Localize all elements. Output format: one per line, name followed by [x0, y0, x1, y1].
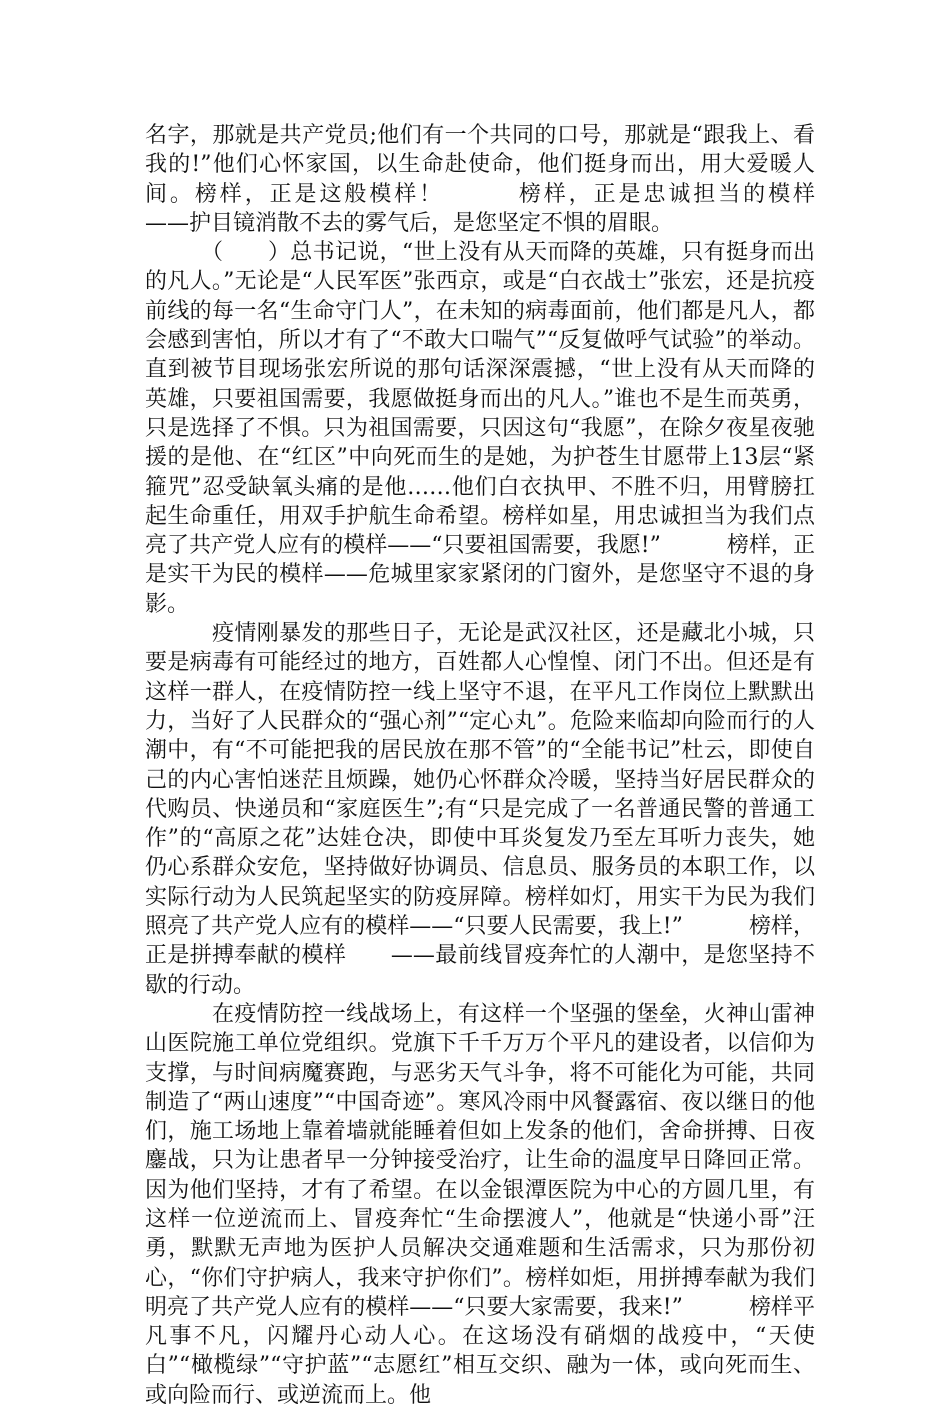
paragraph-3: 疫情刚暴发的那些日子，无论是武汉社区，还是藏北小城，只要是病毒有可能经过的地方，百姓都人心惶惶、闭门不出。但还是有这样一群人，在疫情防控一线上坚守不退，在平凡工作岗位上默默出力，当好了人民群众的“强心剂”“定心丸”。危险来临却向险而行的人潮中，有“不可能把我的居民放在那不管”的“全能书记”杜云，即使自己的内心害怕迷茫且烦躁，她仍心怀群众冷暖，坚持当好居民群众的代购员、快递员和“家庭医生”;有“只是完成了一名普通民警的普通工作”的“高原之花”达娃仓决，即使中耳炎复发乃至左耳听力丧失，她仍心系群众安危，坚持做好协调员、信息员、服务员的本职工作，以实际行动为人民筑起坚实的防疫屏障。榜样如灯，用实干为民为我们照亮了共产党人应有的模样——“只要人民需要，我上!” 榜样，正是拼搏奉献的模样 ——最前线冒疫奔忙的人潮中，是您坚持不歇的行动。 [145, 621, 815, 998]
paragraph-4: 在疫情防控一线战场上，有这样一个坚强的堡垒，火神山雷神山医院施工单位党组织。党旗下千千万万个平凡的建设者，以信仰为支撑，与时间病魔赛跑，与恶劣天气斗争，将不可能化为可能，共同制造了“两山速度”“中国奇迹”。寒风冷雨中风餐露宿、夜以继日的他们，施工场地上靠着墙就能睡着但如上发条的他们，舍命拼搏、日夜鏖战，只为让患者早一分钟接受治疗，让生命的温度早日降回正常。因为他们坚持，才有了希望。在以金银潭医院为中心的方圆几里，有这样一位逆流而上、冒疫奔忙“生命摆渡人”，他就是“快递小哥”汪勇，默默无声地为医护人员解决交通难题和生活需求，只为那份初心，“你们守护病人，我来守护你们”。榜样如炬，用拼搏奉献为我们明亮了共产党人应有的模样——“只要大家需要，我来!” 榜样平凡事不凡，闪耀丹心动人心。在这场没有硝烟的战疫中，“天使白”“橄榄绿”“守护蓝”“志愿红”相互交织、融为一体，或向死而生、或向险而行、或逆流而上。他 [145, 1001, 815, 1408]
paragraph-1: 名字，那就是共产党员;他们有一个共同的口号，那就是“跟我上、看我的!”他们心怀家国，以生命赴使命，他们挺身而出，用大爱暖人间。榜样，正是这般模样！ 榜样，正是忠诚担当的模样 ——护目镜消散不去的雾气后，是您坚定不惧的眉眼。 [145, 123, 860, 236]
document-body [145, 121, 860, 1410]
paragraph-2: （ ）总书记说，“世上没有从天而降的英雄，只有挺身而出的凡人。”无论是“人民军医”张西京，或是“白衣战士”张宏，还是抗疫前线的每一名“生命守门人”，在未知的病毒面前，他们都是凡人，都会感到害怕，所以才有了“不敢大口喘气”“反复做呼气试验”的举动。直到被节目现场张宏所说的那句话深深震撼，“世上没有从天而降的英雄，只要祖国需要，我愿做挺身而出的凡人。”谁也不是生而英勇，只是选择了不惧。只为祖国需要，只因这句“我愿”，在除夕夜星夜驰援的是他、在“红区”中向死而生的是她，为护苍生甘愿带上13层“紧箍咒”忍受缺氧头痛的是他……他们白衣执甲、不胜不归，用臂膀扛起生命重任，用双手护航生命希望。榜样如星，用忠诚担当为我们点亮了共产党人应有的模样——“只要祖国需要，我愿!” 榜样，正是实干为民的模样——危城里家家紧闭的门窗外，是您坚守不退的身影。 [145, 240, 815, 617]
